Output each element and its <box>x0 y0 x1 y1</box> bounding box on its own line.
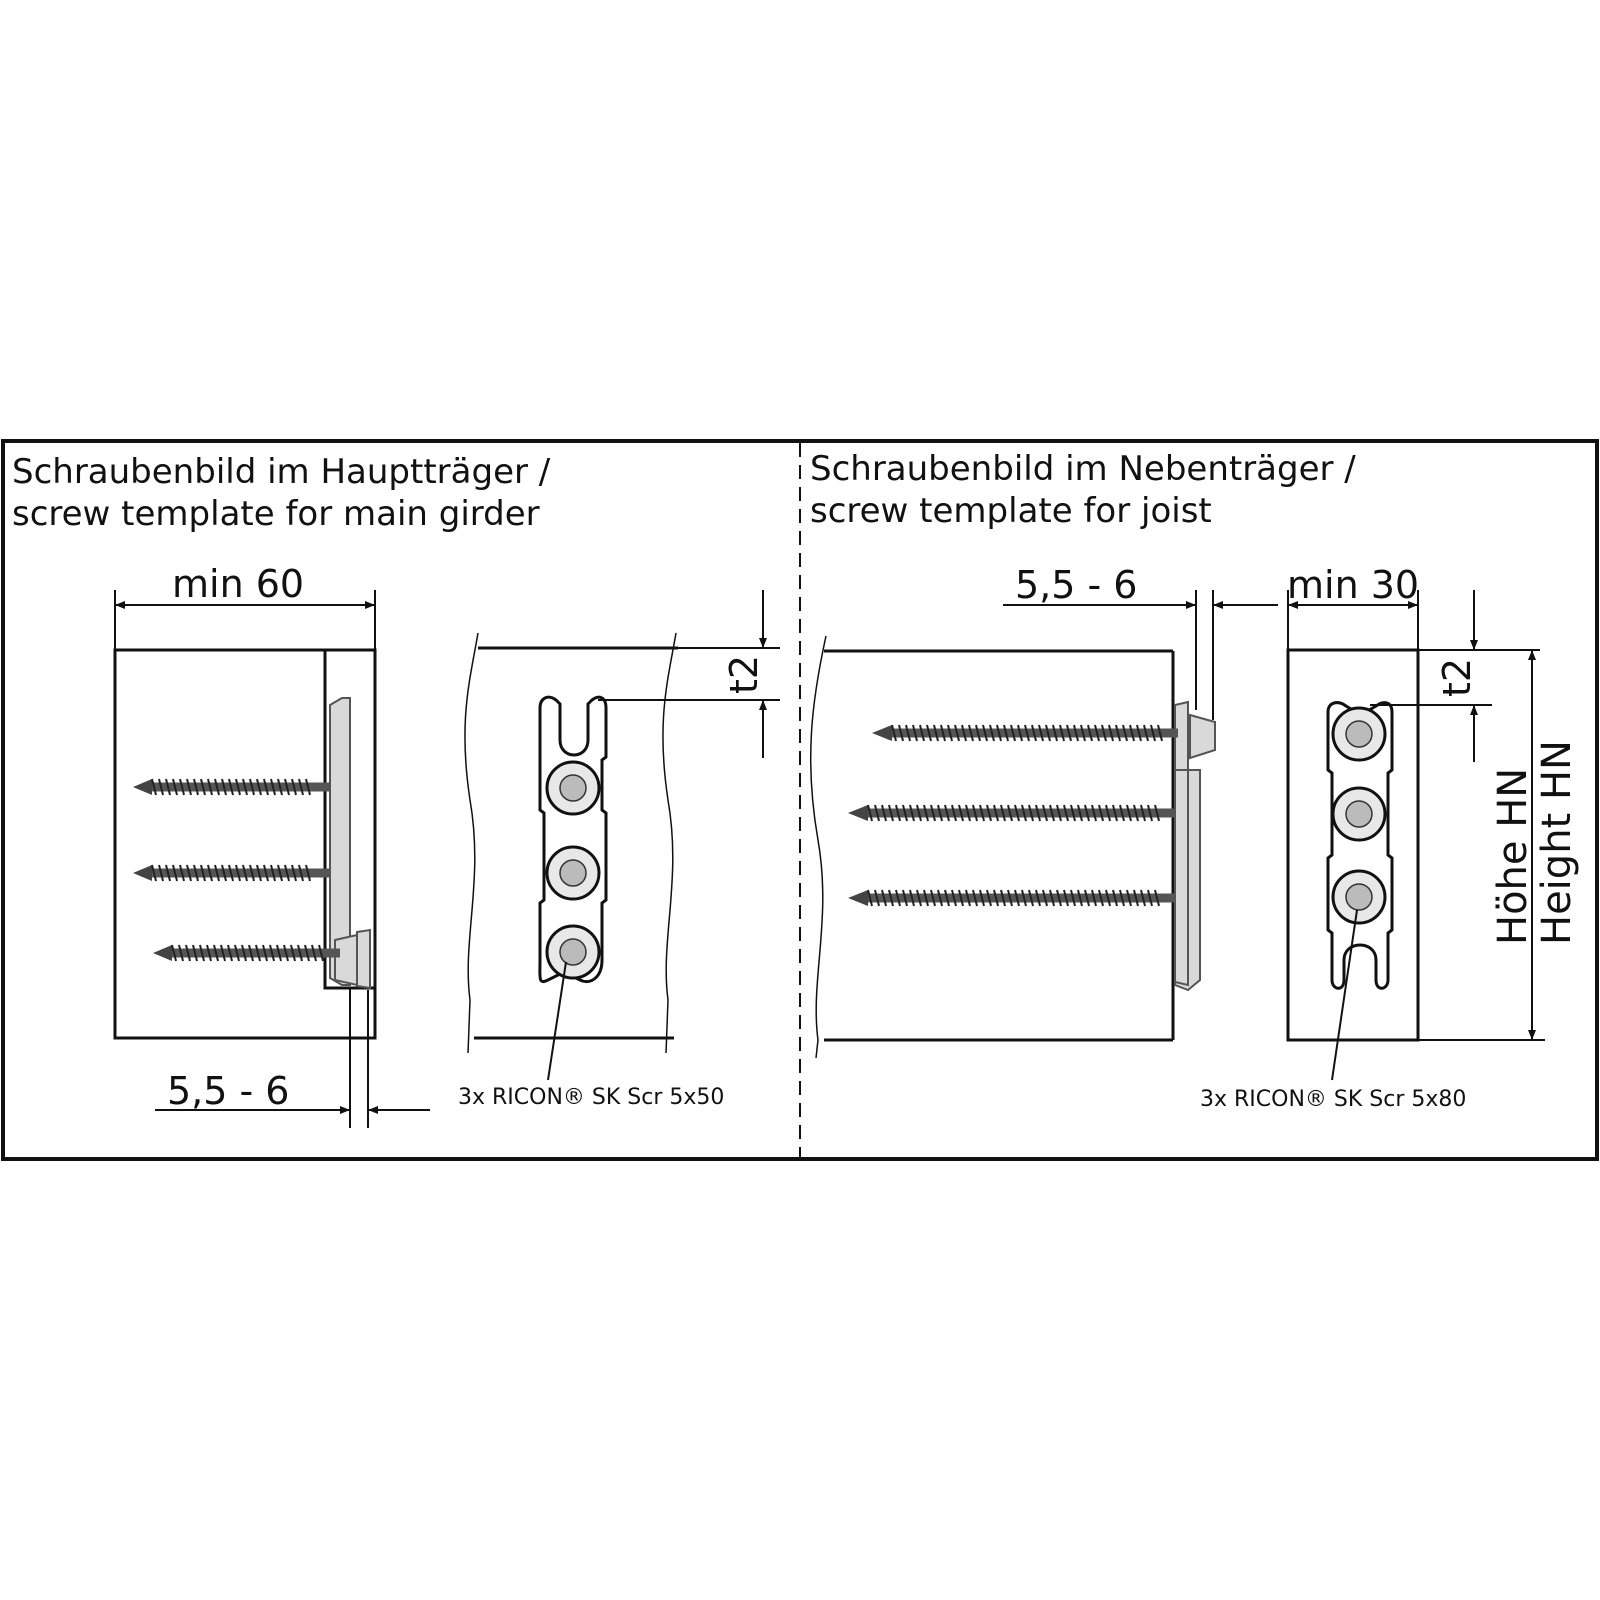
main-girder-front-view <box>458 590 780 1110</box>
dim-edge-right-label: 5,5 - 6 <box>1015 563 1138 607</box>
screw-head-joist <box>1190 715 1215 758</box>
left-panel <box>12 452 780 1128</box>
screw-hole-2-left <box>547 847 599 899</box>
dim-edge-left-label: 5,5 - 6 <box>167 1069 290 1113</box>
screw-label-right: 3x RICON® SK Scr 5x80 <box>1200 1087 1467 1112</box>
dim-t2-left-label: t2 <box>722 654 766 694</box>
height-label-de: Höhe HN <box>1490 767 1536 945</box>
screw-hole-1-left <box>547 762 599 814</box>
dim-t2-right-label: t2 <box>1435 657 1479 697</box>
screw-head-left <box>357 930 370 988</box>
screw-hole-3-left <box>547 926 599 978</box>
screw-hole-2-right <box>1333 788 1385 840</box>
dim-min60-label: min 60 <box>172 562 305 606</box>
head-washer-left <box>335 935 357 985</box>
right-title-en: screw template for joist <box>810 491 1212 531</box>
left-title-de: Schraubenbild im Hauptträger / <box>12 452 551 492</box>
joist-front-view <box>1200 563 1580 1112</box>
height-label-en: Height HN <box>1534 740 1580 945</box>
screw-hole-3-right <box>1333 871 1385 923</box>
main-girder-side-view <box>115 562 430 1128</box>
right-panel <box>810 449 1580 1112</box>
screw-label-left: 3x RICON® SK Scr 5x50 <box>458 1085 725 1110</box>
left-title-en: screw template for main girder <box>12 494 540 534</box>
joist-side-view <box>811 563 1278 1058</box>
right-title-de: Schraubenbild im Nebenträger / <box>810 449 1356 489</box>
screw-hole-1-right <box>1333 708 1385 760</box>
dim-min30-label: min 30 <box>1287 563 1420 607</box>
